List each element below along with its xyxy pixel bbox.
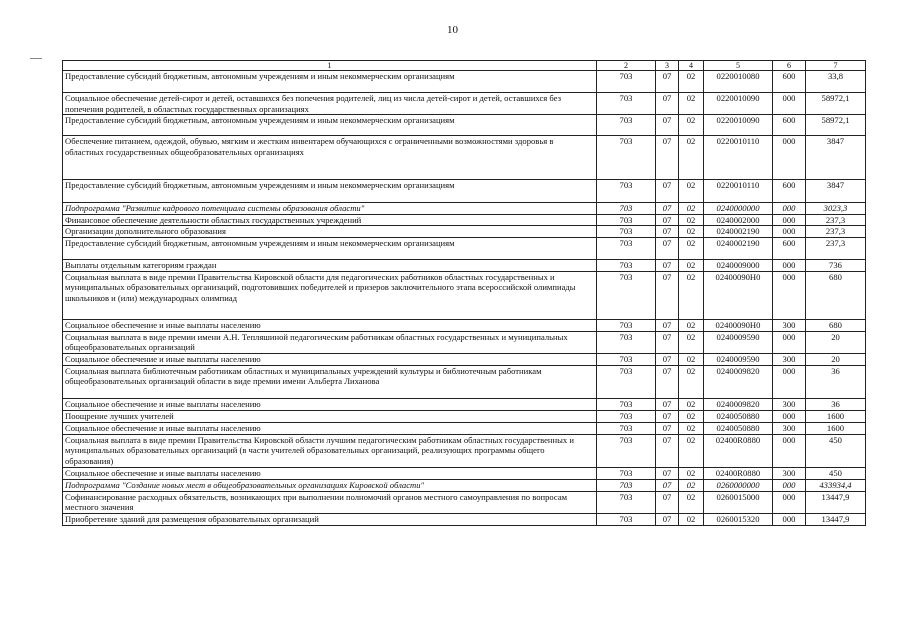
code-cell: 703 [597,365,656,398]
table-row [63,319,866,331]
code-cell: 000 [773,479,806,491]
code-cell: 0240002190 [704,226,773,238]
amount-cell: 433934,4 [806,479,866,491]
code-cell: 703 [597,491,656,513]
table-row [63,467,866,479]
code-cell: 07 [656,136,679,180]
code-cell: 02 [679,203,704,215]
row-name-cell: Организации дополнительного образования [63,226,597,238]
amount-cell: 20 [806,331,866,353]
code-cell: 703 [597,71,656,93]
code-cell: 0240009820 [704,398,773,410]
table-body [63,71,866,526]
code-cell: 02 [679,410,704,422]
amount-cell: 736 [806,259,866,271]
row-name-cell: Обеспечение питанием, одеждой, обувью, мягким и жестким инвентарем обучающихся с ограниченными возможностями здоровья в областных государственных общеобразовательных организациях [63,136,597,180]
row-name-cell: Предоставление субсидий бюджетным, автономным учреждениям и иным некоммерческим организациям [63,115,597,136]
code-cell: 02 [679,513,704,525]
column-header: 7 [806,61,866,71]
code-cell: 02400090Н0 [704,319,773,331]
code-cell: 02 [679,467,704,479]
code-cell: 02 [679,93,704,115]
code-cell: 0240009000 [704,259,773,271]
code-cell: 0240002000 [704,214,773,226]
table-row [63,353,866,365]
row-name-cell: Предоставление субсидий бюджетным, автономным учреждениям и иным некоммерческим организациям [63,71,597,93]
row-name-cell: Выплаты отдельным категориям граждан [63,259,597,271]
code-cell: 07 [656,365,679,398]
code-cell: 000 [773,93,806,115]
table-row [63,479,866,491]
page-number: 10 [447,24,458,36]
code-cell: 02 [679,422,704,434]
code-cell: 02 [679,226,704,238]
code-cell: 07 [656,214,679,226]
table-row [63,203,866,215]
code-cell: 07 [656,479,679,491]
amount-cell: 13447,9 [806,513,866,525]
row-name-cell: Социальное обеспечение и иные выплаты населению [63,319,597,331]
code-cell: 000 [773,136,806,180]
code-cell: 02 [679,115,704,136]
code-cell: 02 [679,136,704,180]
code-cell: 000 [773,259,806,271]
amount-cell: 58972,1 [806,93,866,115]
row-name-cell: Социальное обеспечение детей-сирот и детей, оставшихся без попечения родителей, лиц из числа детей-сирот и детей, оставшихся без попечения родителей, в областных государственных организациях [63,93,597,115]
row-name-cell: Социальная выплата в виде премии Правительства Кировской области для педагогических работников областных государственных и муниципальных образовательных организаций, подготовивших победителей и призеров заключительного этапа всероссийской олимпиады школьников и (или) международных олимпиад [63,271,597,319]
code-cell: 07 [656,93,679,115]
code-cell: 600 [773,71,806,93]
table-row [63,180,866,203]
code-cell: 300 [773,467,806,479]
amount-cell: 237,3 [806,214,866,226]
code-cell: 0240002190 [704,237,773,259]
code-cell: 000 [773,226,806,238]
table-row [63,365,866,398]
scan-mark [30,58,42,59]
table-row [63,93,866,115]
code-cell: 07 [656,422,679,434]
code-cell: 07 [656,513,679,525]
table-row [63,259,866,271]
code-cell: 0220010080 [704,71,773,93]
code-cell: 07 [656,237,679,259]
code-cell: 02 [679,331,704,353]
code-cell: 07 [656,71,679,93]
header-row [63,61,866,71]
code-cell: 0220010110 [704,180,773,203]
code-cell: 0220010090 [704,115,773,136]
code-cell: 07 [656,353,679,365]
code-cell: 07 [656,259,679,271]
code-cell: 0240009590 [704,353,773,365]
amount-cell: 680 [806,319,866,331]
column-header: 6 [773,61,806,71]
code-cell: 000 [773,271,806,319]
code-cell: 000 [773,491,806,513]
code-cell: 300 [773,319,806,331]
table-row [63,410,866,422]
code-cell: 02 [679,214,704,226]
amount-cell: 3023,3 [806,203,866,215]
code-cell: 07 [656,434,679,467]
code-cell: 02 [679,271,704,319]
amount-cell: 13447,9 [806,491,866,513]
amount-cell: 36 [806,398,866,410]
code-cell: 02 [679,259,704,271]
table-row [63,491,866,513]
code-cell: 02 [679,365,704,398]
row-name-cell: Социальное обеспечение и иные выплаты населению [63,398,597,410]
row-name-cell: Социальная выплата библиотечным работникам областных и муниципальных учреждений культуры и библиотечным работникам общеобразовательных организаций области в виде премии имени Альберта Лиханова [63,365,597,398]
code-cell: 703 [597,271,656,319]
row-name-cell: Предоставление субсидий бюджетным, автономным учреждениям и иным некоммерческим организациям [63,180,597,203]
code-cell: 703 [597,226,656,238]
table-row [63,398,866,410]
code-cell: 02 [679,319,704,331]
code-cell: 07 [656,410,679,422]
code-cell: 0240009820 [704,365,773,398]
code-cell: 703 [597,331,656,353]
code-cell: 703 [597,93,656,115]
row-name-cell: Поощрение лучших учителей [63,410,597,422]
code-cell: 0220010090 [704,93,773,115]
code-cell: 02 [679,71,704,93]
code-cell: 0240050880 [704,410,773,422]
column-header: 4 [679,61,704,71]
row-name-cell: Социальное обеспечение и иные выплаты населению [63,422,597,434]
table-row [63,136,866,180]
code-cell: 703 [597,422,656,434]
code-cell: 02 [679,491,704,513]
row-name-cell: Социальное обеспечение и иные выплаты населению [63,353,597,365]
amount-cell: 3847 [806,180,866,203]
code-cell: 0240050880 [704,422,773,434]
code-cell: 000 [773,365,806,398]
code-cell: 02 [679,237,704,259]
amount-cell: 36 [806,365,866,398]
amount-cell: 450 [806,434,866,467]
table-row [63,115,866,136]
code-cell: 02400R0880 [704,434,773,467]
code-cell: 600 [773,237,806,259]
code-cell: 300 [773,422,806,434]
amount-cell: 58972,1 [806,115,866,136]
code-cell: 000 [773,434,806,467]
row-name-cell: Социальное обеспечение и иные выплаты населению [63,467,597,479]
table-row [63,271,866,319]
row-name-cell: Социальная выплата в виде премии Правительства Кировской области лучшим педагогическим работникам областных государственных и муниципальных образовательных организаций (в части учителей образовательных организаций, реализующих программы общего образования) [63,434,597,467]
code-cell: 0240009590 [704,331,773,353]
code-cell: 703 [597,214,656,226]
code-cell: 02 [679,180,704,203]
code-cell: 703 [597,398,656,410]
code-cell: 000 [773,214,806,226]
code-cell: 0260000000 [704,479,773,491]
code-cell: 07 [656,180,679,203]
code-cell: 02 [679,398,704,410]
code-cell: 703 [597,115,656,136]
code-cell: 300 [773,353,806,365]
code-cell: 703 [597,319,656,331]
code-cell: 703 [597,237,656,259]
table-row [63,71,866,93]
code-cell: 02 [679,434,704,467]
code-cell: 0260015000 [704,491,773,513]
code-cell: 703 [597,434,656,467]
amount-cell: 3847 [806,136,866,180]
code-cell: 703 [597,259,656,271]
code-cell: 07 [656,115,679,136]
code-cell: 000 [773,331,806,353]
code-cell: 07 [656,491,679,513]
amount-cell: 20 [806,353,866,365]
table-row [63,434,866,467]
budget-table [62,60,866,526]
code-cell: 600 [773,115,806,136]
amount-cell: 237,3 [806,237,866,259]
code-cell: 000 [773,410,806,422]
table-row [63,422,866,434]
row-name-cell: Подпрограмма "Развитие кадрового потенциала системы образования области" [63,203,597,215]
code-cell: 300 [773,398,806,410]
table-row [63,214,866,226]
row-name-cell: Подпрограмма "Создание новых мест в общеобразовательных организациях Кировской области" [63,479,597,491]
row-name-cell: Софинансирование расходных обязательств, возникающих при выполнении полномочий органов местного самоуправления по вопросам местного значения [63,491,597,513]
amount-cell: 237,3 [806,226,866,238]
row-name-cell: Социальная выплата в виде премии имени А.Н. Тепляшиной педагогическим работникам областных государственных и муниципальных общеобразовательных организаций [63,331,597,353]
amount-cell: 680 [806,271,866,319]
row-name-cell: Финансовое обеспечение деятельности областных государственных учреждений [63,214,597,226]
code-cell: 07 [656,319,679,331]
code-cell: 0220010110 [704,136,773,180]
code-cell: 703 [597,513,656,525]
code-cell: 02400R0880 [704,467,773,479]
table-row [63,513,866,525]
code-cell: 703 [597,410,656,422]
code-cell: 703 [597,353,656,365]
amount-cell: 33,8 [806,71,866,93]
code-cell: 703 [597,180,656,203]
code-cell: 07 [656,226,679,238]
column-header: 1 [63,61,597,71]
column-header: 5 [704,61,773,71]
code-cell: 07 [656,467,679,479]
column-header: 2 [597,61,656,71]
table-row [63,226,866,238]
code-cell: 07 [656,203,679,215]
column-header: 3 [656,61,679,71]
code-cell: 703 [597,467,656,479]
code-cell: 703 [597,136,656,180]
amount-cell: 1600 [806,410,866,422]
table-row [63,237,866,259]
code-cell: 0240000000 [704,203,773,215]
code-cell: 703 [597,203,656,215]
code-cell: 07 [656,398,679,410]
code-cell: 07 [656,331,679,353]
code-cell: 600 [773,180,806,203]
amount-cell: 1600 [806,422,866,434]
code-cell: 703 [597,479,656,491]
code-cell: 000 [773,203,806,215]
row-name-cell: Предоставление субсидий бюджетным, автономным учреждениям и иным некоммерческим организациям [63,237,597,259]
code-cell: 02 [679,479,704,491]
amount-cell: 450 [806,467,866,479]
row-name-cell: Приобретение зданий для размещения образовательных организаций [63,513,597,525]
table-row [63,331,866,353]
code-cell: 000 [773,513,806,525]
code-cell: 07 [656,271,679,319]
code-cell: 0260015320 [704,513,773,525]
code-cell: 02 [679,353,704,365]
code-cell: 02400090Н0 [704,271,773,319]
